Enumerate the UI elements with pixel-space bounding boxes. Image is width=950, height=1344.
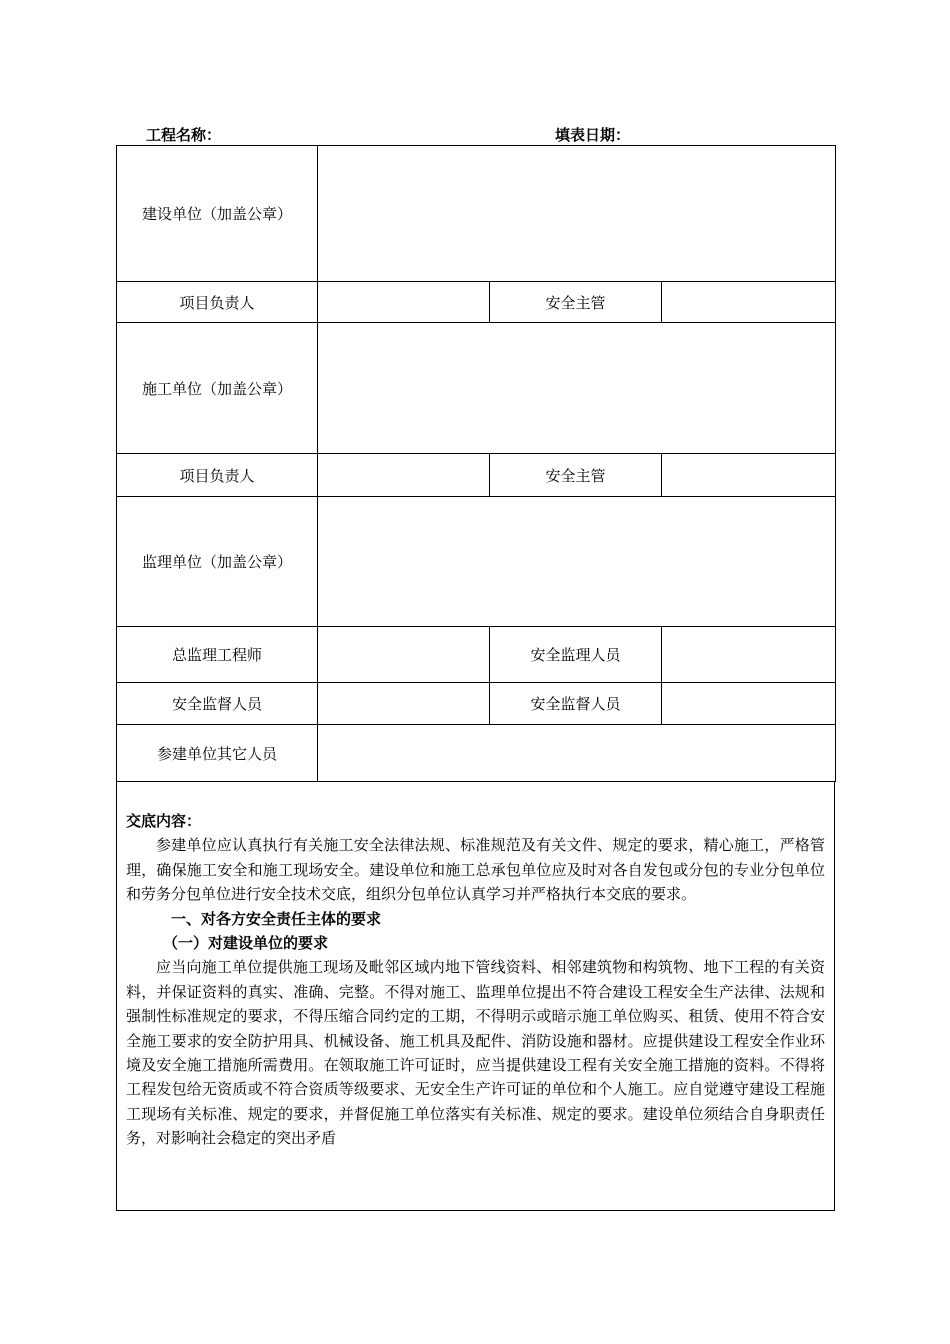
safety-supervisor-staff-label: 安全监理人员 — [490, 627, 662, 683]
chief-supervisor-label: 总监理工程师 — [117, 627, 318, 683]
contractor-safety-field[interactable] — [662, 454, 836, 497]
project-name-label: 工程名称： — [146, 126, 222, 144]
safety-supervisor-staff-field[interactable] — [662, 627, 836, 683]
content-title: 交底内容： — [126, 812, 202, 830]
construction-manager-field[interactable] — [318, 282, 490, 323]
subsection-heading: （一）对建设单位的要求 — [163, 934, 329, 953]
other-staff-field[interactable] — [318, 725, 836, 782]
safety-inspector-label-2: 安全监督人员 — [490, 683, 662, 725]
construction-unit-label: 建设单位（加盖公章） — [117, 146, 318, 282]
construction-manager-label: 项目负责人 — [117, 282, 318, 323]
safety-inspector-field-2[interactable] — [662, 683, 836, 725]
contractor-manager-label: 项目负责人 — [117, 454, 318, 497]
contractor-manager-field[interactable] — [318, 454, 490, 497]
section-heading: 一、对各方安全责任主体的要求 — [171, 909, 382, 928]
fill-date-label: 填表日期： — [555, 126, 631, 144]
safety-briefing-table — [116, 145, 836, 782]
contractor-safety-label: 安全主管 — [490, 454, 662, 497]
contractor-unit-label: 施工单位（加盖公章） — [117, 323, 318, 454]
construction-safety-field[interactable] — [662, 282, 836, 323]
supervision-unit-label: 监理单位（加盖公章） — [117, 497, 318, 627]
chief-supervisor-field[interactable] — [318, 627, 490, 683]
intro-paragraph: 参建单位应认真执行有关施工安全法律法规、标准规范及有关文件、规定的要求，精心施工，严格管理，确保施工安全和施工现场安全。建设单位和施工总承包单位应及时对各自发包或分包的专业分包单位和劳务分包单位进行安全技术交底，组织分包单位认真学习并严格执行本交底的要求。 — [126, 836, 825, 904]
safety-inspector-field[interactable] — [318, 683, 490, 725]
contractor-unit-field[interactable] — [318, 323, 836, 454]
supervision-unit-field[interactable] — [318, 497, 836, 627]
briefing-content — [116, 781, 835, 1211]
safety-inspector-label: 安全监督人员 — [117, 683, 318, 725]
construction-unit-field[interactable] — [318, 146, 836, 282]
other-staff-label: 参建单位其它人员 — [117, 725, 318, 782]
construction-safety-label: 安全主管 — [490, 282, 662, 323]
body-paragraph: 应当向施工单位提供施工现场及毗邻区域内地下管线资料、相邻建筑物和构筑物、地下工程的有关资料，并保证资料的真实、准确、完整。不得对施工、监理单位提出不符合建设工程安全生产法律、法规和强制性标准规定的要求，不得压缩合同约定的工期，不得明示或暗示施工单位购买、租赁、使用不符合安全施工要求的安全防护用具、机械设备、施工机具及配件、消防设施和器材。应提供建设工程安全作业环境及安全施工措施所需费用。在领取施工许可证时，应当提供建设工程有关安全施工措施的资料。不得将工程发包给无资质或不符合资质等级要求、无安全生产许可证的单位和个人施工。应自觉遵守建设工程施工现场有关标准、规定的要求，并督促施工单位落实有关标准、规定的要求。建设单位须结合自身职责任务，对影响社会稳定的突出矛盾 — [126, 958, 825, 1148]
form-header — [0, 124, 950, 144]
